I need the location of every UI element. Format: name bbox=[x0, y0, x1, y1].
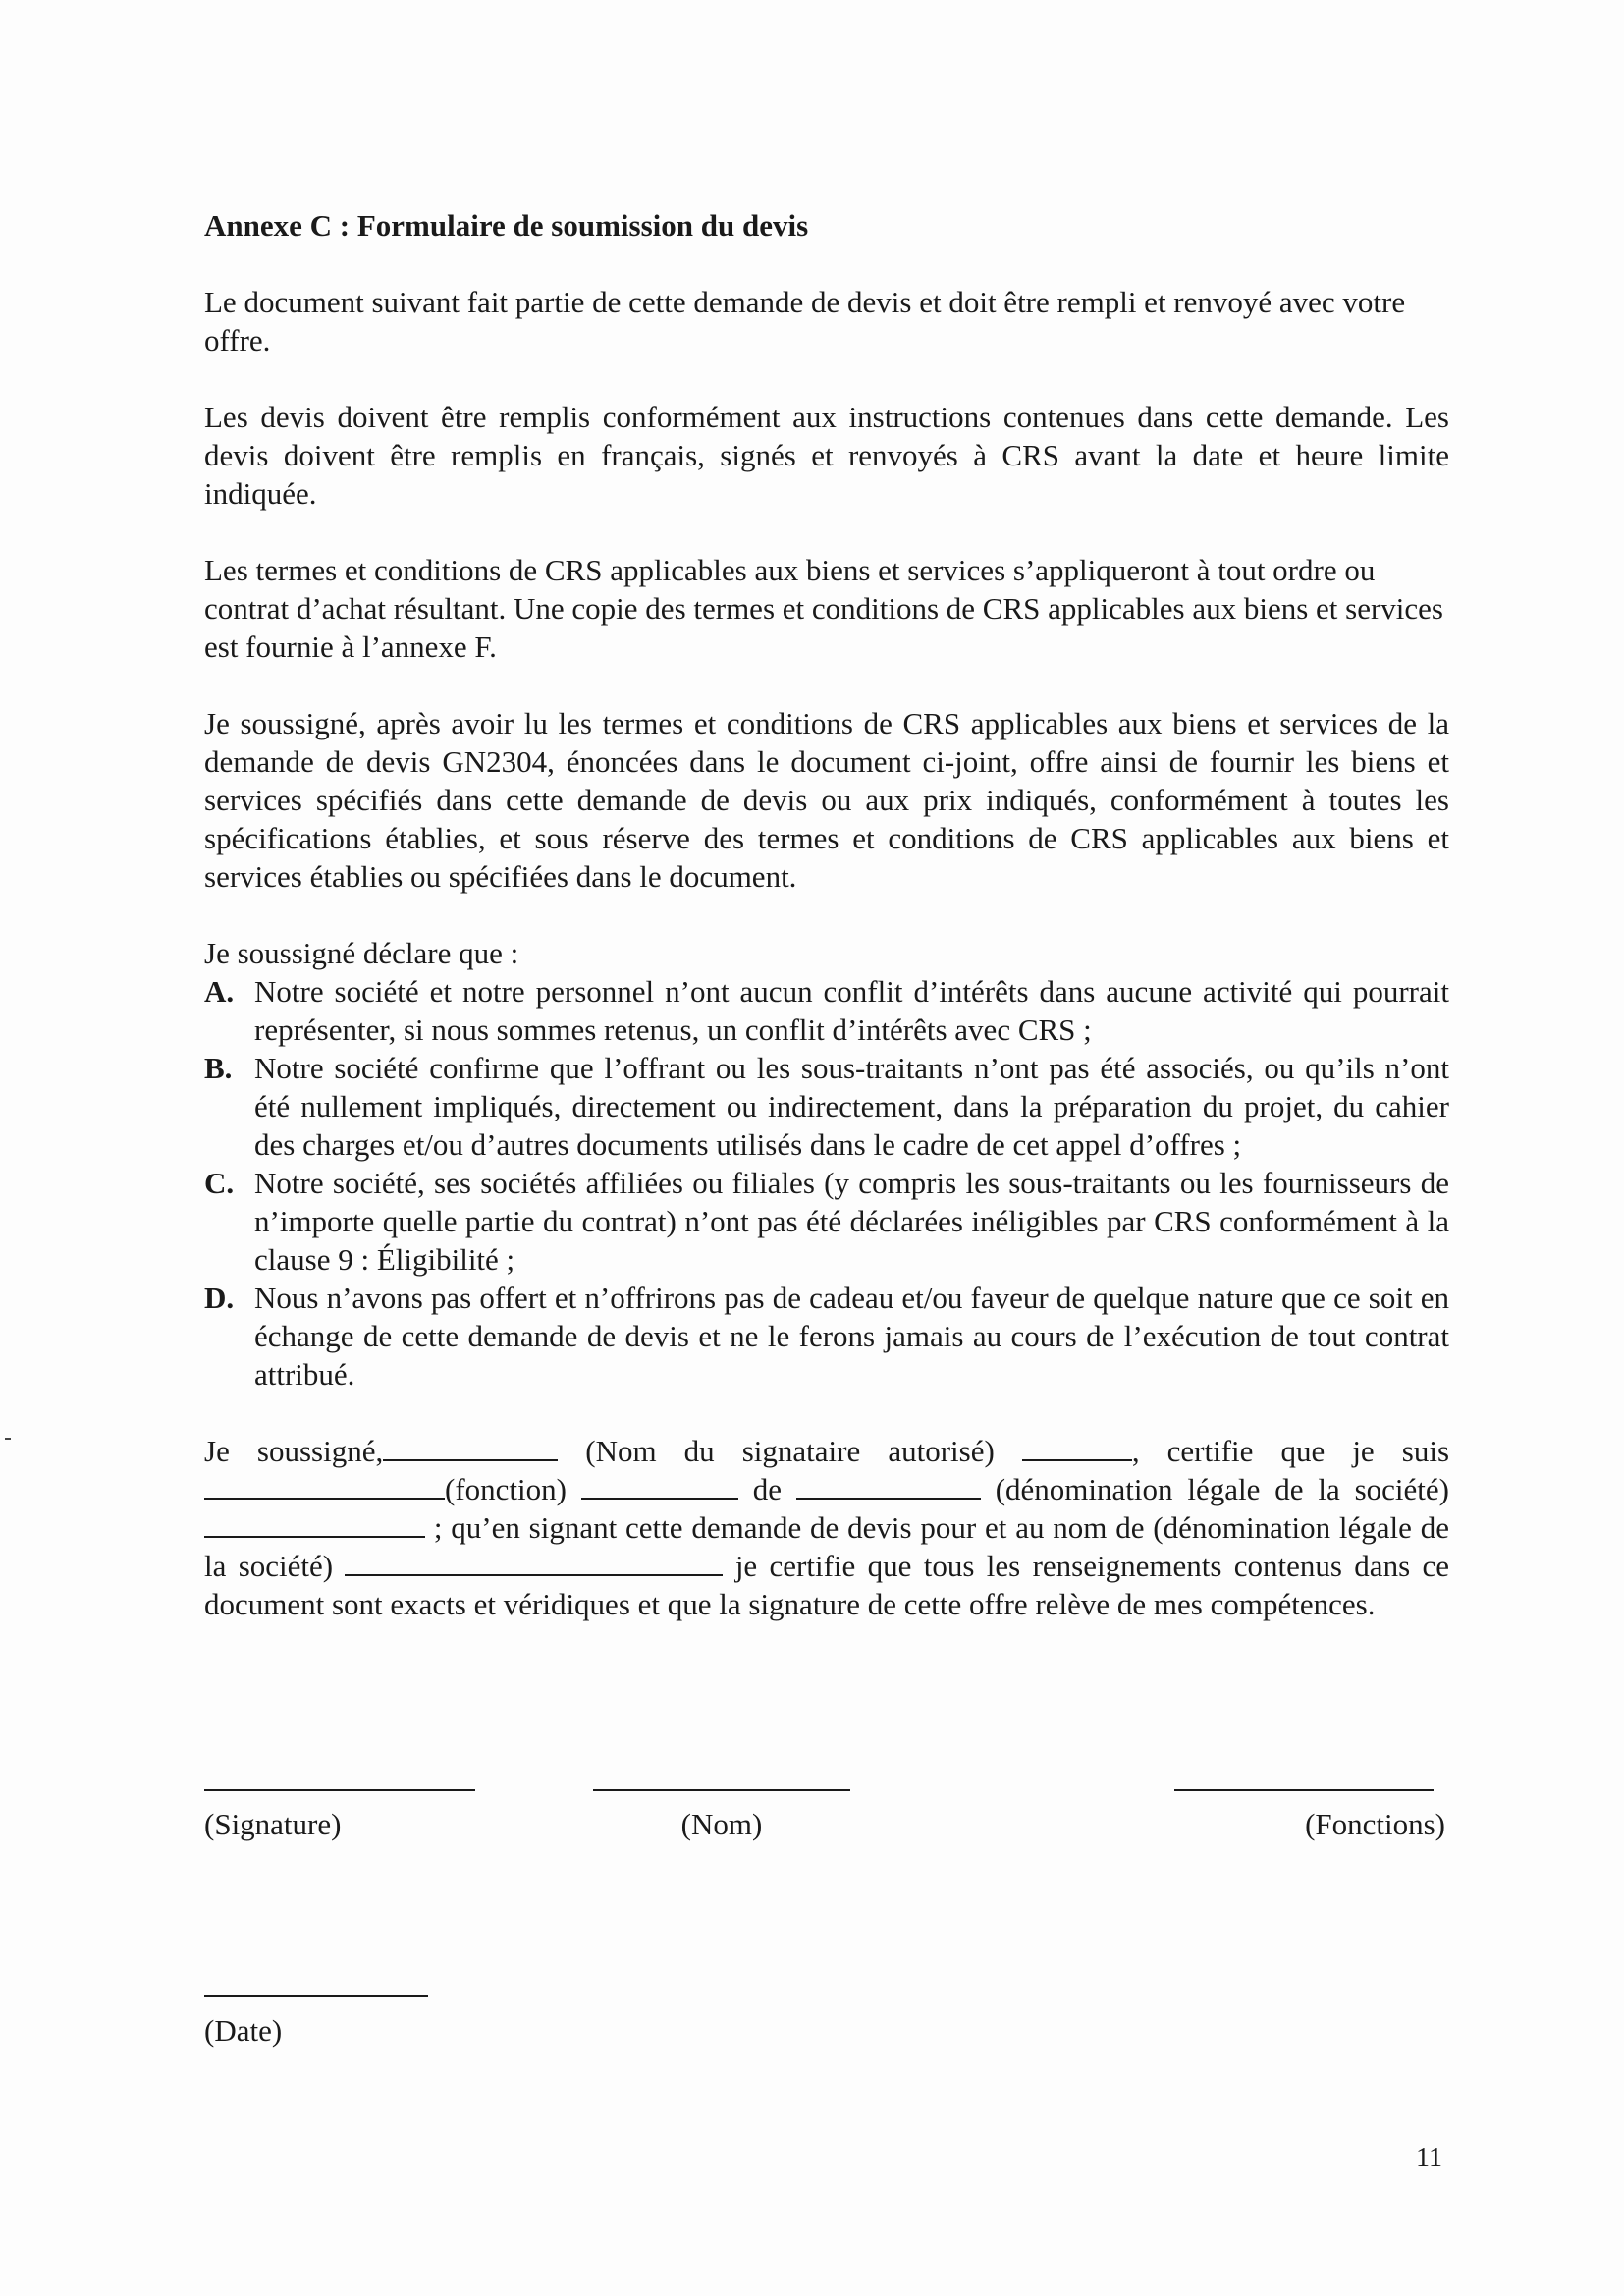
function-blank-2[interactable] bbox=[581, 1470, 738, 1500]
company-blank[interactable] bbox=[796, 1470, 981, 1500]
functions-line[interactable] bbox=[1174, 1789, 1434, 1791]
company-legal-name-blank[interactable] bbox=[204, 1508, 425, 1538]
document-title: Annexe C : Formulaire de soumission du devis bbox=[204, 208, 809, 243]
declaration-item-c bbox=[204, 1164, 1449, 1279]
declaration-item-b bbox=[204, 1049, 1449, 1164]
declaration-letter: C. bbox=[204, 1166, 235, 1200]
paragraph-intro: Le document suivant fait partie de cette demande de devis et doit être rempli et renvoyé avec votre offre. bbox=[204, 285, 1406, 357]
declaration-letter: A. bbox=[204, 974, 235, 1009]
certification-text: , certifie que je suis bbox=[1131, 1434, 1450, 1468]
declaration-text: Notre société, ses sociétés affiliées ou filiales (y compris les sous-traitants ou les fournisseurs de n’importe quelle partie du contrat) n’ont pas été déclarées inéligibles par CRS conformément à la clause 9 : Éligibilité ; bbox=[254, 1166, 1449, 1277]
certification-text: de bbox=[737, 1472, 796, 1506]
certification-text: (fonction) bbox=[445, 1472, 581, 1506]
company-legal-name-blank-2[interactable] bbox=[345, 1547, 723, 1576]
signature-line[interactable] bbox=[204, 1789, 475, 1791]
date-label: (Date) bbox=[204, 2013, 283, 2048]
signature-block bbox=[204, 1789, 475, 1843]
document-body bbox=[204, 206, 1449, 1662]
declaration-text: Notre société et notre personnel n’ont aucun conflit d’intérêts dans aucune activité qui pourrait représenter, si nous sommes retenus, un conflit d’intérêts avec CRS ; bbox=[254, 974, 1449, 1047]
name-line[interactable] bbox=[593, 1789, 850, 1791]
certification-text: (Nom du signataire autorisé) bbox=[558, 1434, 1022, 1468]
date-block bbox=[204, 1995, 428, 2050]
certification-text: (dénomination légale de la société) bbox=[980, 1472, 1449, 1506]
name-block bbox=[593, 1789, 850, 1843]
signature-label: (Signature) bbox=[204, 1807, 342, 1841]
functions-label: (Fonctions) bbox=[1305, 1807, 1445, 1841]
margin-scan-mark bbox=[5, 1438, 11, 1440]
paragraph-offer: Je soussigné, après avoir lu les termes et conditions de CRS applicables aux biens et services de la demande de devis GN2304, énoncées dans le document ci-joint, offre ainsi de fournir les biens et services spécifiés dans cette demande de devis ou aux prix indiqués, conformément à toutes les spécifications établies, et sous réserve des termes et conditions de CRS applicables aux biens et services établies ou spécifiées dans le document. bbox=[204, 706, 1449, 894]
signatory-name-blank-2[interactable] bbox=[1022, 1432, 1132, 1461]
signature-row bbox=[204, 1789, 1449, 1868]
declaration-intro: Je soussigné déclare que : bbox=[204, 936, 519, 970]
function-blank[interactable] bbox=[204, 1470, 445, 1500]
paragraph-instructions: Les devis doivent être remplis conformément aux instructions contenues dans cette demande. Les devis doivent être remplis en français, signés et renvoyés à CRS avant la date et heure limite indiquée. bbox=[204, 400, 1449, 511]
certification-text: ; qu’en signant cette demande de devis pour et au nom de (dénomination légale de la société) bbox=[204, 1510, 1449, 1583]
certification-text: Je soussigné, bbox=[204, 1434, 384, 1468]
declaration-letter: B. bbox=[204, 1051, 233, 1085]
functions-block bbox=[1174, 1789, 1445, 1843]
page-number: 11 bbox=[1416, 2143, 1442, 2173]
declaration-text: Nous n’avons pas offert et n’offrirons pas de cadeau et/ou faveur de quelque nature que ce soit en échange de cette demande de devis et ne le ferons jamais au cours de l’exécution de tout contrat attribué. bbox=[254, 1281, 1449, 1392]
signatory-name-blank[interactable] bbox=[383, 1432, 558, 1461]
certification-text: je certifie que tous les renseignements contenus dans ce document sont exacts et véridiques et que la signature de cette offre relève de mes compétences. bbox=[204, 1549, 1449, 1621]
declaration-list bbox=[204, 972, 1449, 1394]
name-label: (Nom) bbox=[680, 1807, 763, 1841]
declaration-text: Notre société confirme que l’offrant ou les sous-traitants n’ont pas été associés, ou qu’ils n’ont été nullement impliqués, directement ou indirectement, dans la préparation du projet, du cahier des charges et/ou d’autres documents utilisés dans le cadre de cet appel d’offres ; bbox=[254, 1051, 1449, 1162]
declaration-item-d bbox=[204, 1279, 1449, 1394]
paragraph-terms: Les termes et conditions de CRS applicables aux biens et services s’appliqueront à tout ordre ou contrat d’achat résultant. Une copie des termes et conditions de CRS applicables aux biens et services est fournie à l’annexe F. bbox=[204, 553, 1443, 664]
declaration-item-a bbox=[204, 972, 1449, 1049]
certification-paragraph bbox=[204, 1432, 1449, 1623]
date-line[interactable] bbox=[204, 1995, 428, 1997]
declaration-letter: D. bbox=[204, 1281, 235, 1315]
